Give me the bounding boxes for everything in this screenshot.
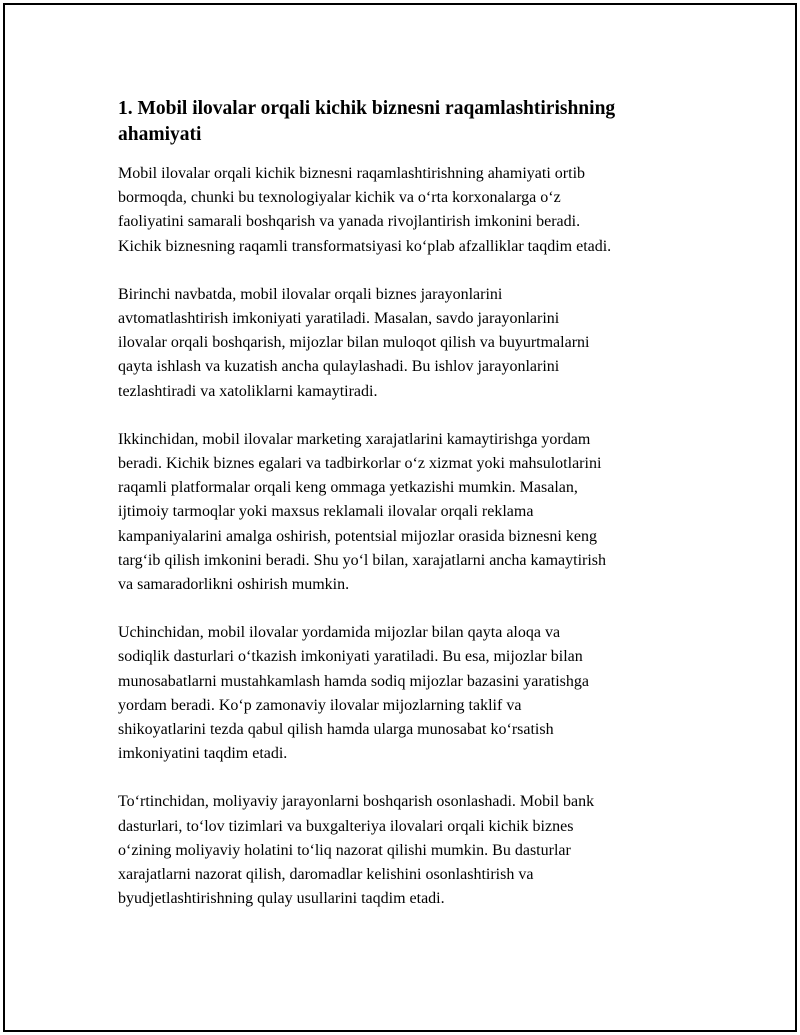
paragraph-first: Birinchi navbatda, mobil ilovalar orqali biznes jarayonlarini avtomatlashtirish imkoniyati yaratiladi. Masalan, savdo jarayonlarini ilovalar orqali boshqarish, mijozlar bilan muloqot qilish va buyurtmalarni qayta ishlash va kuzatish ancha qulaylashadi. Bu ishlov jarayonlarini tezlashtiradi va xatoliklarni kamaytiradi. (118, 285, 590, 400)
paragraph-fourth: To‘rtinchidan, moliyaviy jarayonlarni boshqarish osonlashadi. Mobil bank dasturlari, to‘lov tizimlari va buxgalteriya ilovalari orqali kichik biznes o‘zining moliyaviy holatini to‘liq nazorat qilishi mumkin. Bu dasturlar xarajatlarni nazorat qilish, daromadlar kelishini osonlashtirish va byudjetlashtirishning qulay usullarini taqdim etadi. (118, 793, 595, 908)
document-body (118, 96, 688, 935)
section-heading: 1. Mobil ilovalar orqali kichik biznesni raqamlashtirishning ahamiyati (118, 98, 616, 145)
paragraph-third: Uchinchidan, mobil ilovalar yordamida mijozlar bilan qayta aloqa va sodiqlik dasturlari o‘tkazish imkoniyati yaratiladi. Bu esa, mijozlar bilan munosabatlarni mustahkamlash hamda sodiq mijozlar bazasini yaratishga yordam beradi. Ko‘p zamonaviy ilovalar mijozlarning taklif va shikoyatlarini tezda qabul qilish hamda ularga munosabat ko‘rsatish imkoniyatini taqdim etadi. (118, 624, 589, 763)
paragraph-intro: Mobil ilovalar orqali kichik biznesni raqamlashtirishning ahamiyati ortib bormoqda, chunki bu texnologiyalar kichik va o‘rta korxonalarga o‘z faoliyatini samarali boshqarish va yanada rivojlantirish imkonini beradi. Kichik biznesning raqamli transformatsiyasi ko‘plab afzalliklar taqdim etadi. (118, 165, 612, 255)
paragraph-second: Ikkinchidan, mobil ilovalar marketing xarajatlarini kamaytirishga yordam beradi. Kichik biznes egalari va tadbirkorlar o‘z xizmat yoki mahsulotlarini raqamli platformalar orqali keng ommaga yetkazishi mumkin. Masalan, ijtimoiy tarmoqlar yoki maxsus reklamali ilovalar orqali reklama kampaniyalarini amalga oshirish, potentsial mijozlar orasida biznesni keng targ‘ib qilish imkonini beradi. Shu yo‘l bilan, xarajatlarni ancha kamaytirish va samaradorlikni oshirish mumkin. (118, 430, 607, 594)
